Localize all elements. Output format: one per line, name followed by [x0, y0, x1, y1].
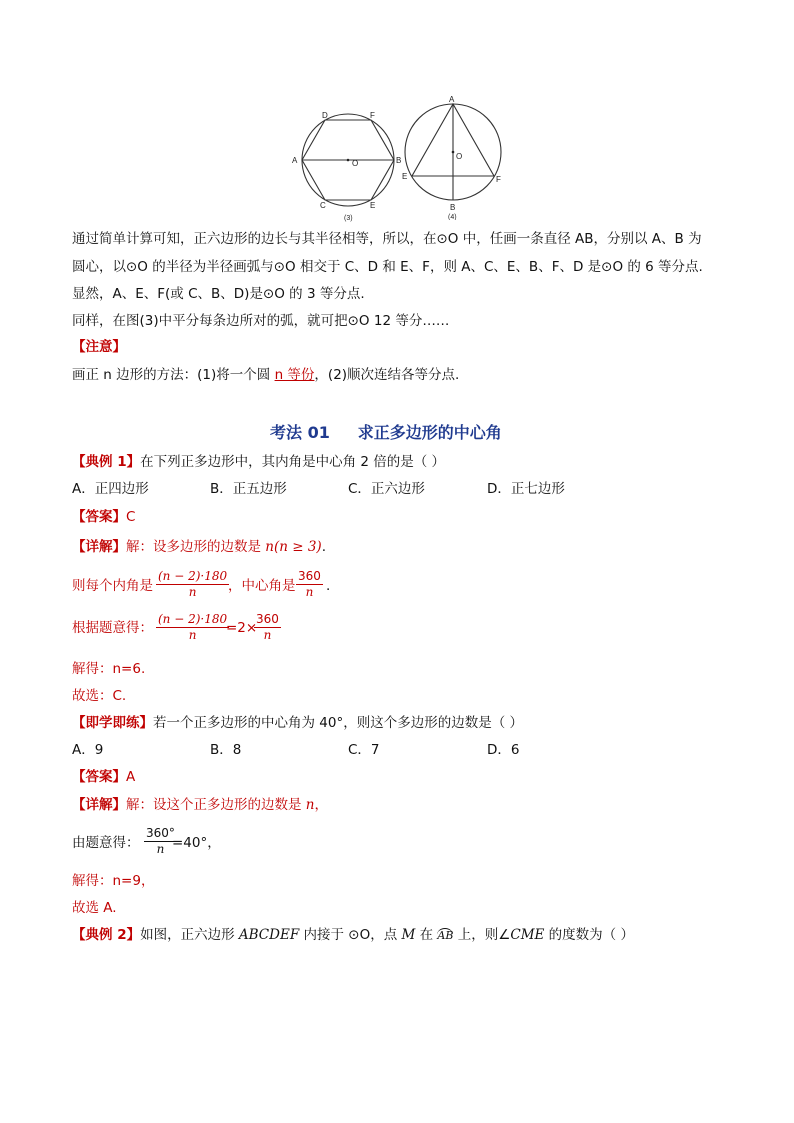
ex1-question: 在下列正多边形中，其内角是中心角 2 倍的是（ ） [140, 454, 446, 470]
fig4-label-f: F [496, 175, 501, 184]
ex1-frac-central-den: n [305, 585, 314, 599]
ex1-d3-eq: =2× [226, 620, 258, 636]
practice-answer-line [72, 767, 135, 787]
ex1-detail-tag: 【详解】 [72, 539, 126, 555]
ex1-option-d: D．正七边形 [487, 481, 565, 497]
intro-line-2: 圆心，以⊙O 的半径为半径画弧与⊙O 相交于 C、D 和 E、F，则 A、C、E、B、F、D 是⊙O 的 6 等分点. [72, 259, 703, 275]
fig3-label-e: E [370, 201, 376, 210]
ex1-d2-mid: ，中心角是 [228, 578, 296, 594]
figure-3-hexagon [288, 108, 408, 223]
ex2-q-mid1: 内接于 ⊙O，点 [299, 927, 402, 943]
fig4-label-b: B [450, 203, 456, 212]
fig3-label-a: A [292, 156, 298, 165]
practice-option-a: A．9 [72, 742, 104, 758]
ex2-tag: 【典例 2】 [72, 927, 141, 943]
fig4-label-o: O [456, 152, 463, 161]
ex1-tag: 【典例 1】 [72, 454, 141, 470]
intro-line-1: 通过简单计算可知，正六边形的边长与其半径相等，所以，在⊙O 中，任画一条直径 AB，分别以 A、B 为 [72, 231, 702, 247]
practice-frac-den: n [156, 842, 165, 856]
fig4-label-a: A [449, 95, 455, 104]
note-post: ，(2)顺次连结各等分点. [314, 367, 460, 383]
note-line [72, 365, 459, 385]
practice-d1-pre: 解：设这个正多边形的边数是 [126, 797, 306, 813]
ex1-d2-pre: 则每个内角是 [72, 578, 153, 594]
ex1-option-c: C．正六边形 [348, 481, 425, 497]
ex1-d4: 解得：n=6. [72, 661, 146, 677]
fig3-caption: (3) [344, 215, 353, 222]
ex1-frac-interior-den: n [188, 585, 197, 599]
ex2-q-math2: M [401, 927, 416, 943]
ex2-q-post: 的度数为（ ） [544, 927, 634, 943]
ex1-frac-interior-num: (n − 2)·180 [158, 569, 228, 583]
ex1-answer: C [126, 509, 136, 525]
fig3-label-f: F [370, 111, 375, 120]
section-title: 考法 01 求正多边形的中心角 [270, 423, 502, 442]
note-pre: 画正 n 边形的方法：(1)将一个圆 [72, 367, 275, 383]
ex1-frac-eq-left-den: n [188, 628, 197, 642]
ex1-question-line [72, 452, 445, 472]
ex1-d1-post: . [321, 539, 326, 555]
intro-line-3: 显然，A、E、F(或 C、B、D)是⊙O 的 3 等分点. [72, 286, 365, 302]
note-tag: 【注意】 [72, 339, 126, 355]
ex2-q-pre: 如图，正六边形 [140, 927, 239, 943]
ex1-frac-eq-left [156, 612, 229, 643]
practice-tag: 【即学即练】 [72, 715, 153, 731]
practice-d1-post: ， [314, 797, 328, 813]
ex1-option-a: A．正四边形 [72, 481, 149, 497]
fig4-caption: (4) [448, 214, 457, 220]
ex2-q-mid2: 在 [415, 927, 438, 943]
ex1-d3-pre: 根据题意得： [72, 620, 153, 636]
intro-line-4: 同样，在图(3)中平分每条边所对的弧，就可把⊙O 12 等分…… [72, 313, 450, 329]
ex1-d1-math: n(n ≥ 3) [265, 539, 322, 555]
fig3-label-o: O [352, 159, 359, 168]
practice-d2-post: =40°， [172, 835, 221, 851]
fig4-label-e: E [402, 172, 408, 181]
practice-option-b: B．8 [210, 742, 242, 758]
ex1-option-b: B．正五边形 [210, 481, 287, 497]
practice-detail-tag: 【详解】 [72, 797, 126, 813]
practice-answer: A [126, 769, 136, 785]
ex1-detail-line-1 [72, 537, 326, 557]
ex1-frac-central [296, 569, 323, 600]
ex1-frac-eq-right-den: n [263, 628, 272, 642]
ex1-d5: 故选：C. [72, 688, 127, 704]
practice-d4: 故选 A. [72, 900, 117, 916]
practice-option-c: C．7 [348, 742, 380, 758]
practice-detail-line-1 [72, 795, 328, 815]
practice-question: 若一个正多边形的中心角为 40°，则这个多边形的边数是（ ） [153, 715, 524, 731]
ex1-frac-interior [156, 569, 229, 600]
practice-d3: 解得：n=9， [72, 873, 155, 889]
fig3-label-b: B [396, 156, 402, 165]
fig3-label-c: C [320, 201, 326, 210]
practice-d1-math: n [305, 797, 315, 813]
ex1-answer-line [72, 507, 135, 527]
ex2-q-math3: CME [510, 927, 545, 943]
ex2-q-mid3: 上，则∠ [453, 927, 511, 943]
practice-question-line [72, 713, 523, 733]
ex1-frac-eq-right [254, 612, 281, 643]
practice-answer-tag: 【答案】 [72, 769, 126, 785]
figure-4-triangle [396, 94, 506, 220]
practice-frac-num: 360° [146, 826, 175, 840]
fig3-label-d: D [322, 111, 328, 120]
note-underlined: n 等份 [274, 367, 315, 383]
practice-d2-pre: 由题意得： [72, 835, 140, 851]
ex1-d2-post: . [326, 578, 331, 594]
ex1-frac-eq-left-num: (n − 2)·180 [158, 612, 228, 626]
ex1-frac-eq-right-num: 360 [256, 612, 279, 626]
ex2-q-arc: AB [437, 929, 454, 942]
ex2-q-math1: ABCDEF [238, 927, 300, 943]
ex1-frac-central-num: 360 [298, 569, 321, 583]
practice-option-d: D．6 [487, 742, 520, 758]
ex1-d1-pre: 解：设多边形的边数是 [126, 539, 266, 555]
ex2-question-line [72, 925, 634, 946]
ex1-answer-tag: 【答案】 [72, 509, 126, 525]
